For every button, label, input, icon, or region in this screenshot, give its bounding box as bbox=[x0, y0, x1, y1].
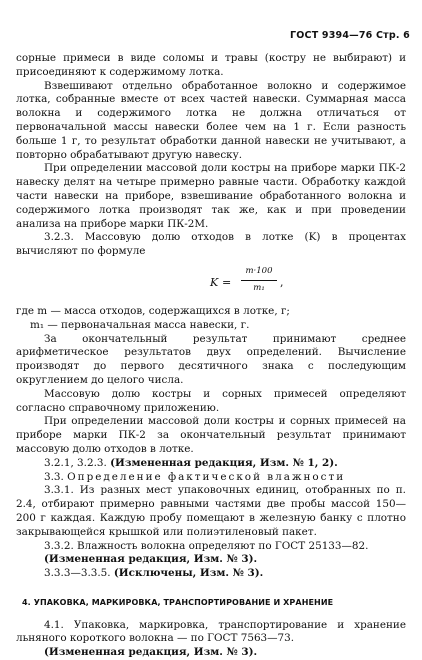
amendment-note: (Измененная редакция, Изм. № 3). bbox=[44, 553, 258, 566]
paragraph: 4.1. Упаковка, маркировка, транспортирование и хранение льняного короткого волокна — по ГОСТ 7563—73. bbox=[16, 618, 406, 645]
paragraph: При определении массовой доли костры на приборе марки ПК-2 навеску делят на четыре примерно равные части. Обработку каждой части навески на приборе, взвешивание обработанного волокна и содержимого лотка производят так же, как и при проведении анализа на приборе марки ПК-2М. bbox=[16, 162, 406, 230]
amendment-note bbox=[16, 457, 406, 471]
formula-equals: = bbox=[222, 275, 232, 289]
paragraph: сорные примеси в виде соломы и травы (костру не выбирают) и присоединяют к содержимому лотка. bbox=[16, 52, 406, 78]
subsection-title: Определение фактической влажности bbox=[67, 470, 346, 483]
amendment-text: (Исключены, Изм. № 3). bbox=[113, 567, 264, 580]
formula bbox=[16, 261, 406, 305]
paragraph: 3.3.1. Из разных мест упаковочных единиц, отобранных по п. 2.4, отбирают примерно равными частями две пробы массой 150—200 г каждая. Каждую пробу помещают в железную банку с плотно закрывающейся крышкой или полиэтиленовый пакет. bbox=[16, 484, 406, 538]
formula-comma: , bbox=[280, 275, 284, 289]
definition: m₁ — первоначальная масса навески, г. bbox=[30, 318, 250, 331]
fraction-bar bbox=[241, 280, 277, 281]
amendment-text: (Измененная редакция, Изм. № 1, 2). bbox=[110, 456, 338, 469]
definition: где m — масса отходов, содержащихся в лотке, г; bbox=[16, 304, 290, 317]
paragraph: 3.3.2. Влажность волокна определяют по ГОСТ 25133—82. bbox=[44, 539, 369, 552]
formula-numerator: m·100 bbox=[245, 265, 273, 276]
paragraph: При определении массовой доли костры и сорных примесей на приборе марки ПК-2 за окончательный результат принимают массовую долю отходов в лотке. bbox=[16, 415, 406, 455]
paragraph: 3.2.3. Массовую долю отходов в лотке (K) в процентах вычисляют по формуле bbox=[16, 231, 406, 258]
section-heading: 4. УПАКОВКА, МАРКИРОВКА, ТРАНСПОРТИРОВАНИЕ И ХРАНЕНИЕ bbox=[22, 597, 334, 607]
amendment-note bbox=[16, 567, 406, 581]
page-header: ГОСТ 9394—76 Стр. 6 bbox=[290, 30, 410, 41]
clause-numbers: 3.3.3—3.3.5. bbox=[44, 567, 111, 580]
formula-lhs: K bbox=[210, 275, 219, 289]
formula-fraction bbox=[241, 265, 277, 296]
formula-denominator: m₁ bbox=[253, 282, 265, 293]
paragraph: Массовую долю костры и сорных примесей определяют согласно справочному приложению. bbox=[16, 387, 406, 414]
subsection-heading bbox=[16, 471, 406, 485]
clause-numbers: 3.2.1, 3.2.3. bbox=[44, 456, 107, 469]
amendment-note: (Измененная редакция, Изм. № 3). bbox=[44, 646, 258, 659]
paragraph: Взвешивают отдельно обработанное волокно и содержимое лотка, собранные вместе от всех частей навески. Суммарная масса волокна и содержимого лотка не должна отличаться от первоначальной массы навески более чем на 1 г. Если разность больше 1 г, то результат обработки данной навески не учитывают, а повторно обрабатывают другую навеску. bbox=[16, 79, 406, 161]
subsection-number: 3.3. bbox=[44, 470, 64, 483]
page-content bbox=[16, 52, 406, 660]
paragraph: За окончательный результат принимают среднее арифметическое результатов двух определений. Вычисление производят до первого десятичного знака с последующим округлением до целого числа. bbox=[16, 332, 406, 386]
